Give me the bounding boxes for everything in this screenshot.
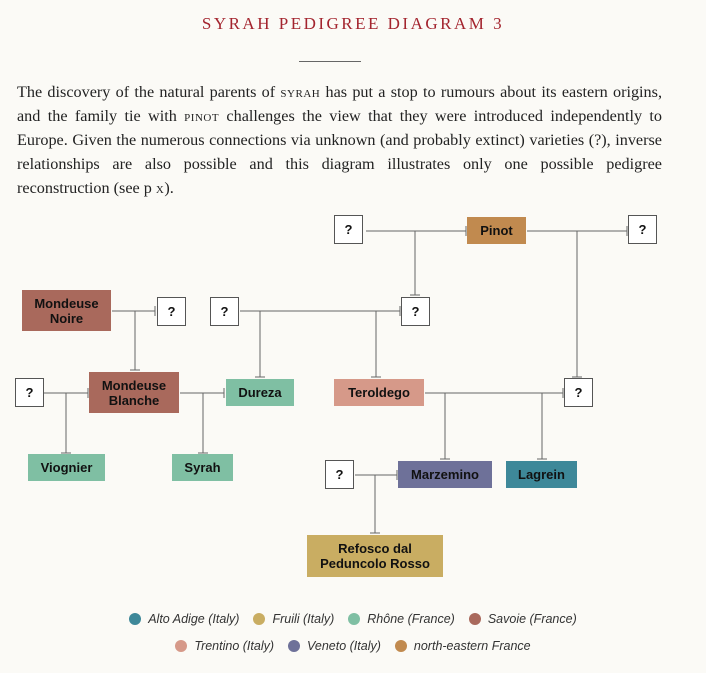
legend-label: Alto Adige (Italy) xyxy=(148,612,240,626)
node-viognier: Viognier xyxy=(28,454,105,481)
node-mondeuse-blanche: Mondeuse Blanche xyxy=(89,372,179,413)
unknown-variety-middle-left xyxy=(210,297,239,326)
node-syrah: Syrah xyxy=(172,454,233,481)
legend-item-fruili xyxy=(253,612,334,626)
legend-label: Rhône (France) xyxy=(367,612,455,626)
intro-text-4: ). xyxy=(164,179,174,197)
page-title: SYRAH PEDIGREE DIAGRAM 3 xyxy=(201,14,505,33)
intro-text-1: The discovery of the natural parents of xyxy=(17,83,281,101)
unknown-variety-middle-right xyxy=(401,297,430,326)
legend-item-ne-france xyxy=(395,639,531,653)
node-pinot: Pinot xyxy=(467,217,526,244)
legend-item-savoie xyxy=(469,612,577,626)
legend-row-2 xyxy=(0,639,706,653)
unknown-label: ? xyxy=(411,304,420,319)
legend-item-trentino xyxy=(175,639,274,653)
legend-label: north-eastern France xyxy=(413,639,531,653)
legend-dot xyxy=(395,640,407,652)
legend-dot xyxy=(129,613,141,625)
node-teroldego: Teroldego xyxy=(334,379,424,406)
unknown-label: ? xyxy=(335,467,344,482)
unknown-label: ? xyxy=(638,222,647,237)
legend-label: Savoie (France) xyxy=(487,612,577,626)
syrah-smallcaps: syrah xyxy=(280,83,321,101)
legend-dot xyxy=(253,613,265,625)
unknown-variety-viognier-parent xyxy=(15,378,44,407)
node-lagrein: Lagrein xyxy=(506,461,577,488)
pinot-smallcaps: pinot xyxy=(184,107,220,125)
legend-label: Fruili (Italy) xyxy=(272,612,335,626)
node-refosco: Refosco dal Peduncolo Rosso xyxy=(307,535,443,577)
unknown-variety-lagrein-parent xyxy=(564,378,593,407)
legend-dot xyxy=(469,613,481,625)
intro-text-3: challenges the view that they were introduced independently to Europe. Given the numerous connections via unknown (and probably extinct) varieties (?), inverse relationships are also possible and this diagram illustrates only one possible pedigree reconstruction (see p xyxy=(17,107,662,197)
legend-item-rhone xyxy=(348,612,455,626)
legend-dot xyxy=(175,640,187,652)
legend-dot xyxy=(348,613,360,625)
unknown-variety-top-left xyxy=(334,215,363,244)
unknown-label: ? xyxy=(167,304,176,319)
node-mondeuse-noire: Mondeuse Noire xyxy=(22,290,111,331)
intro-text-2: has put a stop to rumours about its eastern origins, and the family tie with xyxy=(17,83,662,125)
unknown-label: ? xyxy=(25,385,34,400)
unknown-label: ? xyxy=(344,222,353,237)
legend-row-1 xyxy=(0,612,706,626)
unknown-label: ? xyxy=(220,304,229,319)
legend-item-alto-adige xyxy=(129,612,239,626)
node-dureza: Dureza xyxy=(226,379,294,406)
legend-item-veneto xyxy=(288,639,381,653)
unknown-variety-refosco-parent xyxy=(325,460,354,489)
legend-label: Trentino (Italy) xyxy=(194,639,275,653)
node-marzemino: Marzemino xyxy=(398,461,492,488)
legend-dot xyxy=(288,640,300,652)
unknown-variety-top-right xyxy=(628,215,657,244)
unknown-variety-mondeuse-partner xyxy=(157,297,186,326)
legend-label: Veneto (Italy) xyxy=(307,639,381,653)
page-reference: x xyxy=(155,179,165,197)
unknown-label: ? xyxy=(574,385,583,400)
